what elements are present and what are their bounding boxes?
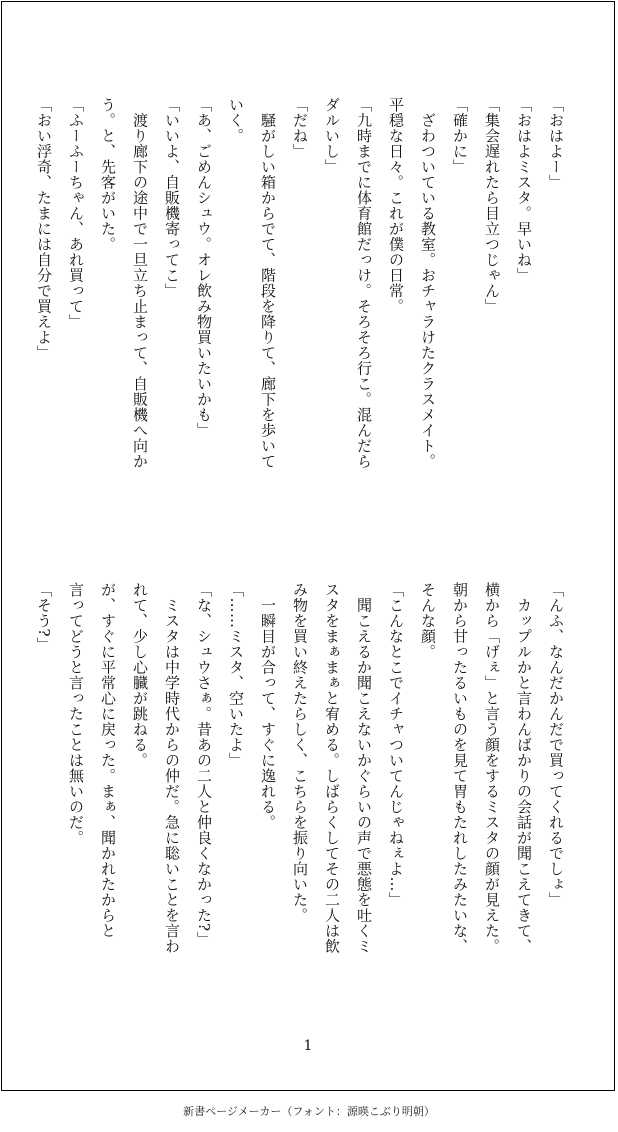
page-number: 1 [303,1038,313,1054]
text-line: 「んふ、なんだかんだで買ってくれるでしょ」 [547,582,565,908]
text-line: 「な、シュウさぁ。昔あの二人と仲良くなかった?」 [195,582,213,948]
text-line: 「九時までに体育館だっけ。そろそろ行こ。混んだら [355,97,373,469]
text-line: 「おはよー」 [547,97,565,190]
footer-credit: 新書ページメーカー（フォント：源暎こぶり明朝） [183,1105,435,1118]
text-line: 聞こえるか聞こえないかぐらいの声で悪態を吐くミ [355,582,373,954]
text-line: そんな顔。 [419,582,437,660]
text-line: 「ふーふーちゃん、あれ買って」 [67,97,85,330]
text-line: 平穏な日々。これが僕の日常。 [387,97,405,314]
text-line: 朝から甘ったるいものを見て胃もたれしたみたいな、 [451,582,469,954]
text-line: が、すぐに平常心に戻った。まぁ、聞かれたからと [99,582,117,939]
text-line: 言ってどうと言ったことは無いのだ。 [67,582,85,846]
text-line: う。と、先客がいた。 [99,97,117,252]
text-line: 一瞬目が合って、すぐに逸れる。 [259,582,277,830]
text-line: 「集会遅れたら目立つじゃん」 [483,97,501,314]
text-line: カップルかと言わんばかりの会話が聞こえてきて、 [515,582,533,954]
text-line: 「あ、ごめんシュウ。オレ飲み物買いたいかも」 [195,97,213,438]
text-line: 渡り廊下の途中で一旦立ち止まって、自販機へ向か [131,97,149,469]
text-line: 「おはよミスタ。早いね」 [515,97,533,283]
text-line: 横から「げぇ」と言う顔をするミスタの顔が見えた。 [483,582,501,954]
text-line: 「いいよ、自販機寄ってこ」 [163,97,181,299]
text-line: スタをまぁまぁと宥める。しばらくしてその二人は飲 [323,582,341,954]
text-line: み物を買い終えたらしく、こちらを振り向いた。 [291,582,309,923]
text-line: いく。 [227,97,245,144]
text-block-upper [28,97,572,537]
text-line: 「……ミスタ、空いたよ」 [227,582,245,768]
text-block-lower [28,582,572,1022]
text-line: 「確かに」 [451,97,469,175]
text-line: ダルいし」 [323,97,341,175]
text-line: 騒がしい箱からでて、階段を降りて、廊下を歩いて [259,97,277,469]
text-line: ミスタは中学時代からの仲だ。急に聡いことを言わ [163,582,181,954]
text-line: 「だね」 [291,97,309,159]
text-line: ざわついている教室。おチャラけたクラスメイト。 [419,97,437,469]
text-line: 「こんなとこでイチャついてんじゃねぇよ…」 [387,582,405,908]
text-line: 「おい浮奇、たまには自分で買えよ」 [35,97,53,361]
text-line: れて、少し心臓が跳ねる。 [131,582,149,768]
text-line: 「そう?」 [35,582,53,653]
novel-page [1,1,615,1091]
